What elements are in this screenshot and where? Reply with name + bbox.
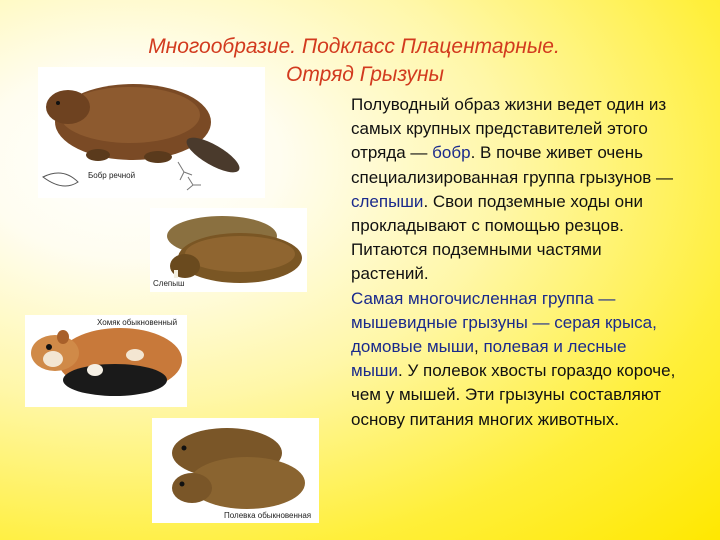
vole-illustration bbox=[152, 418, 319, 523]
mole-rat-caption: Слепыш bbox=[153, 279, 185, 288]
slide-title-line2: Отряд Грызуны bbox=[286, 63, 444, 86]
hamster-caption: Хомяк обыкновенный bbox=[97, 318, 178, 327]
hamster-illustration bbox=[25, 315, 187, 407]
beaver-term: бобр bbox=[432, 143, 471, 163]
p1-text-a: Полуводный образ жизни ведет один из самых крупных представителей этого отряда — bbox=[351, 95, 667, 163]
beaver-illustration bbox=[38, 67, 265, 198]
mole-rat-illustration bbox=[150, 208, 307, 292]
p2-text-d: . У полевок хвосты гораздо короче, чем у мышей. Эти грызуны составляют основу питания многих животных. bbox=[351, 361, 676, 429]
slide-title-line1: Многообразие. Подкласс Плацентарные. bbox=[148, 35, 560, 58]
p2-text-c: полевая и лесные мыши bbox=[351, 337, 627, 381]
beaver-caption: Бобр речной bbox=[88, 171, 136, 180]
p1-text-c: . В почве живет очень специализированная группа грызунов — bbox=[351, 143, 674, 187]
p2-text-b: , bbox=[473, 337, 484, 357]
p1-text-e: . Свои подземные ходы они прокладывают с помощью резцов. Питаются подземными частями растений. bbox=[351, 191, 644, 284]
vole-caption: Полевка обыкновенная bbox=[224, 511, 312, 520]
p2-text-a: Самая многочисленная группа — мышевидные грызуны — серая крыса, домовые мыши bbox=[351, 288, 657, 357]
body-text bbox=[351, 93, 681, 432]
mole-rat-term: слепыши bbox=[351, 191, 424, 211]
